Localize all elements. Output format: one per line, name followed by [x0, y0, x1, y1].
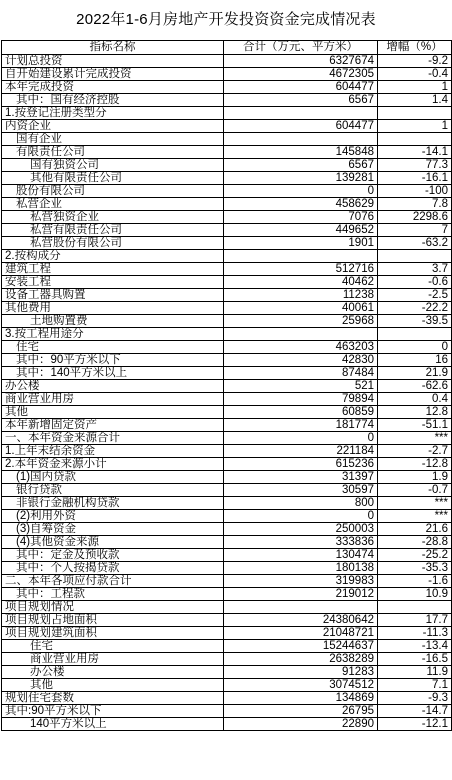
table-row — [2, 458, 452, 471]
row-total-value: 21048721 — [224, 627, 378, 640]
row-label: 商业营业用房 — [2, 393, 224, 406]
row-total-value: 139281 — [224, 172, 378, 185]
row-label: 二、本年各项应付款合计 — [2, 575, 224, 588]
row-total-value: 221184 — [224, 445, 378, 458]
table-row — [2, 120, 452, 133]
header-total: 合计（万元、平方米） — [224, 41, 378, 55]
row-label: 国有企业 — [2, 133, 224, 146]
row-total-value: 145848 — [224, 146, 378, 159]
row-label: 有限责任公司 — [2, 146, 224, 159]
row-label: 非银行金融机构贷款 — [2, 497, 224, 510]
row-label: 其中：90平方米以下 — [2, 354, 224, 367]
row-total-value: 91283 — [224, 666, 378, 679]
row-label: 自开始建设累计完成投资 — [2, 68, 224, 81]
row-label: 其中：工程款 — [2, 588, 224, 601]
table-row — [2, 549, 452, 562]
row-label: 其他费用 — [2, 302, 224, 315]
row-total-value: 11238 — [224, 289, 378, 302]
row-total-value: 604477 — [224, 120, 378, 133]
row-total-value: 615236 — [224, 458, 378, 471]
table-row — [2, 406, 452, 419]
row-total-value: 219012 — [224, 588, 378, 601]
row-total-value: 60859 — [224, 406, 378, 419]
row-total-value: 40462 — [224, 276, 378, 289]
table-row — [2, 81, 452, 94]
row-label: (3)自筹资金 — [2, 523, 224, 536]
table-row — [2, 601, 452, 614]
table-row — [2, 393, 452, 406]
table-row — [2, 679, 452, 692]
row-growth-value: -12.8 — [378, 458, 452, 471]
row-total-value: 319983 — [224, 575, 378, 588]
row-label: 其中：国有经济控股 — [2, 94, 224, 107]
row-growth-value: -100 — [378, 185, 452, 198]
row-growth-value: -16.1 — [378, 172, 452, 185]
row-total-value — [224, 328, 378, 341]
row-growth-value: -62.6 — [378, 380, 452, 393]
row-total-value — [224, 601, 378, 614]
row-total-value: 22890 — [224, 718, 378, 731]
row-growth-value: 0 — [378, 341, 452, 354]
table-row — [2, 276, 452, 289]
row-total-value: 42830 — [224, 354, 378, 367]
table-row — [2, 523, 452, 536]
row-label: 其他 — [2, 679, 224, 692]
table-row — [2, 224, 452, 237]
row-total-value: 6327674 — [224, 55, 378, 68]
row-label: 其中:90平方米以下 — [2, 705, 224, 718]
row-total-value: 4672305 — [224, 68, 378, 81]
table-row — [2, 289, 452, 302]
row-label: 国有独资公司 — [2, 159, 224, 172]
table-row — [2, 471, 452, 484]
table-row — [2, 614, 452, 627]
row-growth-value — [378, 328, 452, 341]
table-row — [2, 302, 452, 315]
data-table — [1, 40, 452, 731]
row-total-value: 0 — [224, 185, 378, 198]
row-growth-value: 0.4 — [378, 393, 452, 406]
row-growth-value: -25.2 — [378, 549, 452, 562]
row-total-value — [224, 250, 378, 263]
row-label: 其中：定金及预收款 — [2, 549, 224, 562]
row-growth-value: -39.5 — [378, 315, 452, 328]
row-total-value — [224, 133, 378, 146]
row-growth-value: -63.2 — [378, 237, 452, 250]
table-row — [2, 198, 452, 211]
row-label: (2)利用外资 — [2, 510, 224, 523]
row-label: 1.按登记注册类型分 — [2, 107, 224, 120]
row-total-value: 3074512 — [224, 679, 378, 692]
row-growth-value: 7 — [378, 224, 452, 237]
row-total-value: 449652 — [224, 224, 378, 237]
table-row — [2, 68, 452, 81]
table-row — [2, 107, 452, 120]
row-growth-value: -9.3 — [378, 692, 452, 705]
row-growth-value: 16 — [378, 354, 452, 367]
row-growth-value: 2298.6 — [378, 211, 452, 224]
row-label: 银行贷款 — [2, 484, 224, 497]
table-row — [2, 627, 452, 640]
row-total-value: 30597 — [224, 484, 378, 497]
table-row — [2, 328, 452, 341]
row-total-value: 24380642 — [224, 614, 378, 627]
row-growth-value: 1.9 — [378, 471, 452, 484]
table-row — [2, 133, 452, 146]
row-growth-value: 1 — [378, 81, 452, 94]
row-label: 规划住宅套数 — [2, 692, 224, 705]
row-growth-value: -9.2 — [378, 55, 452, 68]
row-label: 计划总投资 — [2, 55, 224, 68]
row-growth-value — [378, 133, 452, 146]
row-total-value: 800 — [224, 497, 378, 510]
row-growth-value: 1 — [378, 120, 452, 133]
table-row — [2, 432, 452, 445]
table-row — [2, 718, 452, 731]
row-growth-value: -2.7 — [378, 445, 452, 458]
row-label: 项目规划建筑面积 — [2, 627, 224, 640]
row-label: 本年新增固定资产 — [2, 419, 224, 432]
row-label: 住宅 — [2, 341, 224, 354]
row-growth-value: *** — [378, 432, 452, 445]
table-row — [2, 211, 452, 224]
row-label: 3.按工程用途分 — [2, 328, 224, 341]
row-label: 1.上年末结余资金 — [2, 445, 224, 458]
row-label: 私营有限责任公司 — [2, 224, 224, 237]
row-growth-value: 3.7 — [378, 263, 452, 276]
row-label: 140平方米以上 — [2, 718, 224, 731]
table-row — [2, 510, 452, 523]
row-growth-value: -51.1 — [378, 419, 452, 432]
row-label: 办公楼 — [2, 666, 224, 679]
row-total-value: 6567 — [224, 159, 378, 172]
row-label: 项目规划情况 — [2, 601, 224, 614]
row-growth-value: -35.3 — [378, 562, 452, 575]
row-total-value: 79894 — [224, 393, 378, 406]
header-growth: 增幅（%） — [378, 41, 452, 55]
table-row — [2, 575, 452, 588]
row-label: 其他有限责任公司 — [2, 172, 224, 185]
row-label: 安装工程 — [2, 276, 224, 289]
row-label: 土地购置费 — [2, 315, 224, 328]
table-row — [2, 367, 452, 380]
table-row — [2, 354, 452, 367]
row-growth-value: -12.1 — [378, 718, 452, 731]
row-label: 其中：140平方米以上 — [2, 367, 224, 380]
row-label: (4)其他资金来源 — [2, 536, 224, 549]
row-growth-value: 7.1 — [378, 679, 452, 692]
row-growth-value: -28.8 — [378, 536, 452, 549]
table-row — [2, 588, 452, 601]
table-body — [2, 55, 452, 731]
row-label: 本年完成投资 — [2, 81, 224, 94]
row-total-value: 15244637 — [224, 640, 378, 653]
row-total-value: 2638289 — [224, 653, 378, 666]
row-growth-value: 17.7 — [378, 614, 452, 627]
table-row — [2, 666, 452, 679]
row-total-value: 0 — [224, 432, 378, 445]
row-growth-value: 11.9 — [378, 666, 452, 679]
row-growth-value: -0.4 — [378, 68, 452, 81]
row-total-value: 1901 — [224, 237, 378, 250]
table-row — [2, 380, 452, 393]
table-row — [2, 94, 452, 107]
row-total-value: 25968 — [224, 315, 378, 328]
table-row — [2, 445, 452, 458]
row-total-value: 6567 — [224, 94, 378, 107]
row-growth-value: 21.6 — [378, 523, 452, 536]
row-total-value: 87484 — [224, 367, 378, 380]
table-row — [2, 419, 452, 432]
row-label: 建筑工程 — [2, 263, 224, 276]
row-total-value: 463203 — [224, 341, 378, 354]
row-total-value: 7076 — [224, 211, 378, 224]
table-row — [2, 159, 452, 172]
row-total-value: 333836 — [224, 536, 378, 549]
row-growth-value: 77.3 — [378, 159, 452, 172]
row-total-value: 604477 — [224, 81, 378, 94]
row-growth-value: *** — [378, 510, 452, 523]
table-row — [2, 536, 452, 549]
table-row — [2, 484, 452, 497]
row-growth-value: 10.9 — [378, 588, 452, 601]
row-total-value: 181774 — [224, 419, 378, 432]
table-row — [2, 315, 452, 328]
row-label: 私营股份有限公司 — [2, 237, 224, 250]
row-growth-value — [378, 601, 452, 614]
table-row — [2, 705, 452, 718]
report-title: 2022年1-6月房地产开发投资资金完成情况表 — [76, 11, 376, 28]
header-indicator-name: 指标名称 — [2, 41, 224, 55]
row-label: 2.按构成分 — [2, 250, 224, 263]
row-total-value: 458629 — [224, 198, 378, 211]
row-total-value: 31397 — [224, 471, 378, 484]
row-label: (1)国内贷款 — [2, 471, 224, 484]
row-total-value — [224, 107, 378, 120]
row-label: 内资企业 — [2, 120, 224, 133]
row-growth-value: 1.4 — [378, 94, 452, 107]
row-total-value: 180138 — [224, 562, 378, 575]
row-total-value: 134869 — [224, 692, 378, 705]
row-label: 商业营业用房 — [2, 653, 224, 666]
row-growth-value: -13.4 — [378, 640, 452, 653]
row-total-value: 250003 — [224, 523, 378, 536]
table-row — [2, 692, 452, 705]
table-row — [2, 55, 452, 68]
row-label: 2.本年资金来源小计 — [2, 458, 224, 471]
row-label: 设备工器具购置 — [2, 289, 224, 302]
header-row — [2, 41, 452, 55]
table-row — [2, 562, 452, 575]
row-growth-value: -2.5 — [378, 289, 452, 302]
row-growth-value: 21.9 — [378, 367, 452, 380]
table-row — [2, 653, 452, 666]
table-row — [2, 341, 452, 354]
row-label: 其他 — [2, 406, 224, 419]
row-growth-value: -0.7 — [378, 484, 452, 497]
row-total-value: 40061 — [224, 302, 378, 315]
table-row — [2, 497, 452, 510]
row-growth-value: -11.3 — [378, 627, 452, 640]
row-total-value: 26795 — [224, 705, 378, 718]
row-growth-value: 12.8 — [378, 406, 452, 419]
row-label: 一、本年资金来源合计 — [2, 432, 224, 445]
row-label: 私营企业 — [2, 198, 224, 211]
table-row — [2, 237, 452, 250]
table-row — [2, 172, 452, 185]
row-growth-value: -0.6 — [378, 276, 452, 289]
row-growth-value: *** — [378, 497, 452, 510]
row-label: 住宅 — [2, 640, 224, 653]
row-growth-value — [378, 107, 452, 120]
row-growth-value: -22.2 — [378, 302, 452, 315]
row-total-value: 521 — [224, 380, 378, 393]
row-label: 股份有限公司 — [2, 185, 224, 198]
row-label: 办公楼 — [2, 380, 224, 393]
table-row — [2, 185, 452, 198]
row-label: 其中：个人按揭贷款 — [2, 562, 224, 575]
row-label: 私营独资企业 — [2, 211, 224, 224]
row-growth-value: -14.1 — [378, 146, 452, 159]
row-total-value: 512716 — [224, 263, 378, 276]
table-row — [2, 146, 452, 159]
row-total-value: 130474 — [224, 549, 378, 562]
table-row — [2, 263, 452, 276]
row-label: 项目规划占地面积 — [2, 614, 224, 627]
row-total-value: 0 — [224, 510, 378, 523]
row-growth-value: -16.5 — [378, 653, 452, 666]
row-growth-value — [378, 250, 452, 263]
row-growth-value: 7.8 — [378, 198, 452, 211]
row-growth-value: -1.6 — [378, 575, 452, 588]
row-growth-value: -14.7 — [378, 705, 452, 718]
table-row — [2, 250, 452, 263]
table-row — [2, 640, 452, 653]
